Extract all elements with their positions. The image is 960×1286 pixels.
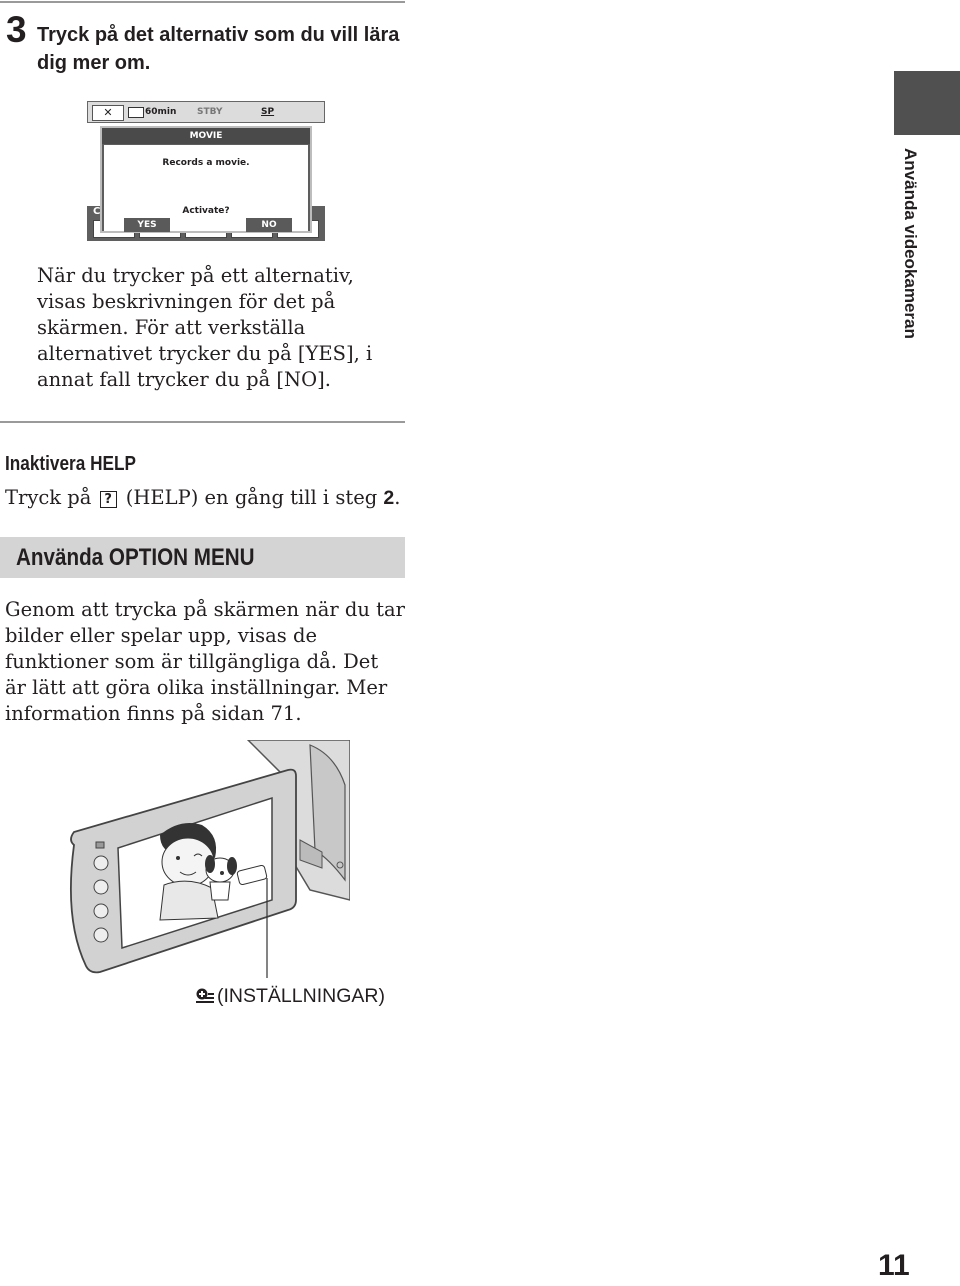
side-tab-marker <box>894 71 960 135</box>
recording-status: STBY <box>197 107 223 117</box>
page-number: 11 <box>878 1249 910 1282</box>
dialog-body <box>104 145 308 231</box>
callout-label: (INSTÄLLNINGAR) <box>217 985 385 1007</box>
settings-callout <box>196 982 385 1010</box>
help-text-after: (HELP) en gång till i steg <box>125 486 378 509</box>
step-reference: 2 <box>383 487 395 509</box>
battery-icon <box>128 107 144 118</box>
help-heading: Inaktivera HELP <box>5 453 136 475</box>
help-instruction <box>5 484 400 512</box>
help-text-end: . <box>394 486 401 509</box>
side-tab-label-wrap <box>896 148 924 448</box>
dialog-message: Records a movie. <box>162 158 250 168</box>
step-description: När du trycker på ett alternativ, visas beskrivningen för det på skärmen. För att verkställa alternativet trycker du på [YES], i annat fall trycker du på [NO]. <box>37 264 373 391</box>
help-dialog <box>100 126 312 233</box>
camcorder-illustration <box>60 740 350 990</box>
dialog-question: Activate? <box>182 206 230 216</box>
help-icon: ? <box>100 491 117 508</box>
no-button[interactable]: NO <box>246 218 292 232</box>
settings-icon <box>196 988 214 1004</box>
side-tab-label: Använda videokameran <box>901 148 920 339</box>
step-number: 3 <box>6 9 27 50</box>
section-rule <box>0 421 405 423</box>
lcd-corner-label: C <box>93 206 101 217</box>
lcd-screen <box>87 101 325 241</box>
quality-indicator: SP <box>261 107 275 117</box>
option-menu-body: Genom att trycka på skärmen när du tar bilder eller spelar upp, visas de funktioner som är tillgängliga då. Det är lätt att göra olika inställningar. Mer information finns på sidan 71. <box>5 598 405 725</box>
help-text-before: Tryck på <box>5 486 92 509</box>
lcd-status-bar <box>87 101 325 123</box>
yes-button[interactable]: YES <box>124 218 170 232</box>
dialog-header: MOVIE <box>102 128 310 144</box>
top-rule <box>0 1 405 3</box>
battery-time: 60min <box>145 107 177 117</box>
close-button[interactable]: ✕ <box>92 105 124 121</box>
step-title: Tryck på det alternativ som du vill lära dig mer om. <box>37 24 400 74</box>
option-menu-heading: Använda OPTION MENU <box>16 544 255 571</box>
